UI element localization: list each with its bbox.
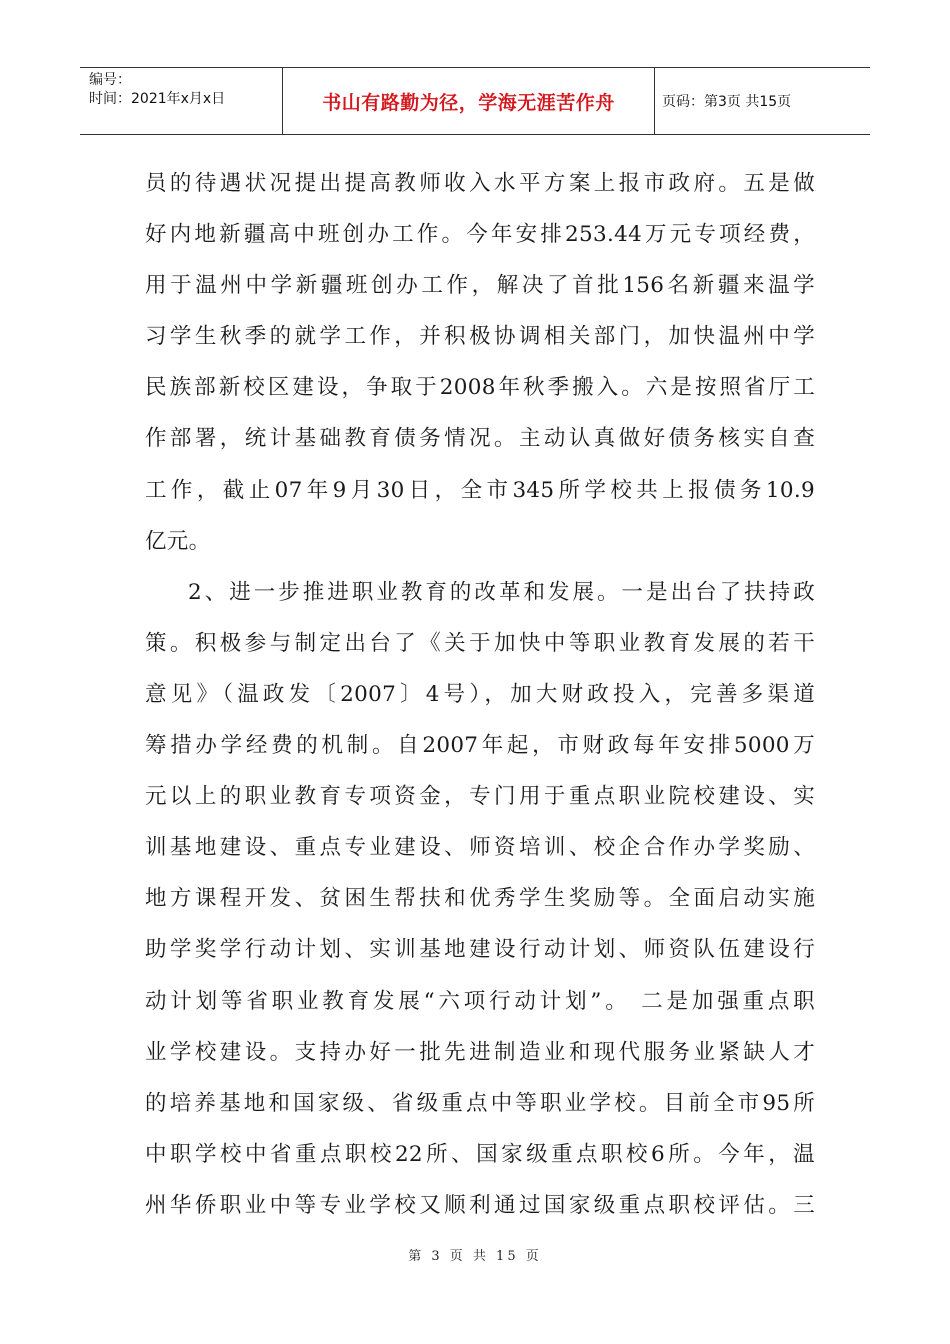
text-line: 员的待遇状况提出提高教师收入水平方案上报市政府。五是做 (145, 171, 815, 196)
text-line: 元以上的职业教育专项资金，专门用于重点职业院校建设、实 (145, 784, 815, 810)
text-line: 2、进一步推进职业教育的改革和发展。一是出台了扶持政 (188, 579, 815, 605)
header-page-info: 页码：第3页 共15页 (662, 94, 792, 110)
text-line: 动计划等省职业教育发展“六项行动计划”。 二是加强重点职 (145, 988, 815, 1014)
text-line: 策。积极参与制定出台了《关于加快中等职业教育发展的若干 (145, 630, 815, 656)
page-header (80, 67, 870, 135)
header-meta-cell (80, 68, 283, 134)
text-line: 业学校建设。支持办好一批先进制造业和现代服务业紧缺人才 (145, 1039, 815, 1065)
text-line: 州华侨职业中等专业学校又顺利通过国家级重点职校评估。三 (145, 1192, 815, 1218)
text-line: 地方课程开发、贫困生帮扶和优秀学生奖励等。全面启动实施 (145, 886, 815, 912)
text-line: 助学奖学行动计划、实训基地建设行动计划、师资队伍建设行 (145, 937, 815, 963)
text-line: 习学生秋季的就学工作，并积极协调相关部门，加快温州中学 (145, 324, 815, 350)
document-number-label: 编号： (89, 72, 131, 88)
document-body (145, 158, 815, 1231)
text-line: 的培养基地和国家级、省级重点中等职业学校。目前全市95所 (145, 1090, 815, 1116)
text-line: 中职学校中省重点职校22所、国家级重点职校6所。今年，温 (145, 1141, 815, 1167)
text-line: 意见》（温政发〔2007〕4号），加大财政投入，完善多渠道 (145, 681, 815, 707)
text-line: 训基地建设、重点专业建设、师资培训、校企合作办学奖励、 (145, 835, 815, 861)
document-time-label: 时间：2021年x月x日 (89, 91, 226, 107)
paragraph-1 (145, 158, 815, 567)
text-line: 民族部新校区建设，争取于2008年秋季搬入。六是按照省厅工 (145, 375, 815, 401)
text-line: 亿元。 (145, 528, 211, 554)
text-line: 作部署，统计基础教育债务情况。主动认真做好债务核实自查 (145, 426, 815, 452)
header-motto: 书山有路勤为径，学海无涯苦作舟 (283, 68, 655, 134)
page-footer: 第 3 页 共 15 页 (408, 1249, 542, 1264)
paragraph-2 (145, 567, 815, 1231)
text-line: 好内地新疆高中班创办工作。今年安排253.44万元专项经费， (145, 222, 815, 248)
text-line: 用于温州中学新疆班创办工作，解决了首批156名新疆来温学 (145, 273, 815, 299)
text-line: 筹措办学经费的机制。自2007年起，市财政每年安排5000万 (145, 733, 815, 759)
text-line: 工作，截止07年9月30日，全市345所学校共上报债务10.9 (145, 477, 815, 503)
